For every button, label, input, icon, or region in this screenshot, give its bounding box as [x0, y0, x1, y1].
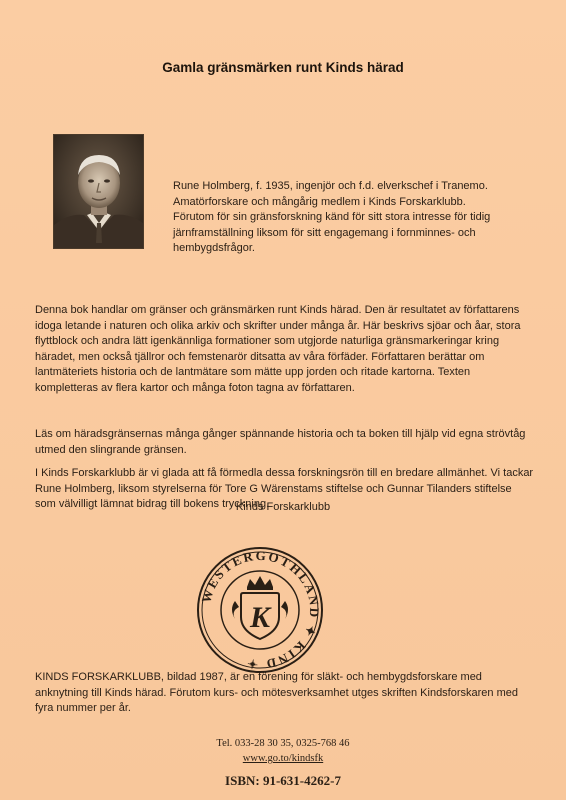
author-photo — [53, 134, 144, 249]
author-bio: Rune Holmberg, f. 1935, ingenjör och f.d. elverkschef i Tranemo. Amatörforskare och mångårig medlem i Kinds Forskarklubb. Förutom för sin gränsforskning känd för sitt stora intresse för tidig järnframställning liksom för sitt engagemang i fornminnes- och hembygdsfrågor. — [173, 180, 491, 254]
seal-monogram: K — [249, 601, 271, 634]
kinds-seal-logo — [195, 545, 325, 675]
signature: Kinds Forskarklubb — [235, 501, 331, 513]
reading-invitation-paragraph: Läs om häradsgränsernas många gånger spännande historia och ta boken till hjälp vid egna strövtåg utmed den slingrande gränsen. — [35, 428, 526, 456]
contact-block — [0, 736, 566, 766]
club-about-text: KINDS FORSKARKLUBB, bildad 1987, är en förening för släkt- och hembygdsforskare med anknytning till Kinds härad. Förutom kurs- och mötesverksamhet utges skriften Kindsforskaren med fyra nummer per år. — [35, 671, 518, 714]
isbn-number: ISBN: 91-631-4262-7 — [225, 773, 341, 788]
description-paragraph: Denna bok handlar om gränser och gränsmärken runt Kinds härad. Den är resultatet av författarens idoga letande i naturen och olika arkiv och skrifter under många år. Här beskrivs sjöar och åar, stora flyttblock och andra lätt igenkännliga formationer som utgjorde naturliga gränsmarkeringar kring häradet, men också tjällror och femstenarör ditsatta av våra förfäder. Författaren berättar om lantmäteriets historia och de lantmätare som mätte upp jorden och ritade kartorna. Texten kompletteras av flera kartor och många foton tagna av författaren. — [35, 304, 521, 394]
svg-text:WESTERGOTHLAND ✦ KIND ✦: WESTERGOTHLAND ✦ KIND ✦ — [198, 547, 323, 673]
website-link[interactable]: www.go.to/kindsfk — [242, 753, 324, 764]
book-title: Gamla gränsmärken runt Kinds härad — [162, 60, 404, 75]
phone-numbers: Tel. 033-28 30 35, 0325-768 46 — [216, 738, 350, 749]
acknowledgement-paragraph: I Kinds Forskarklubb är vi glada att få förmedla dessa forskningsrön till en bredare allmänhet. Vi tackar Rune Holmberg, liksom styrelserna för Tore G Wärenstams stiftelse och Gunnar Tilanders stiftelse som välvilligt lämnat bidrag till bokens tryckning. — [35, 467, 534, 510]
